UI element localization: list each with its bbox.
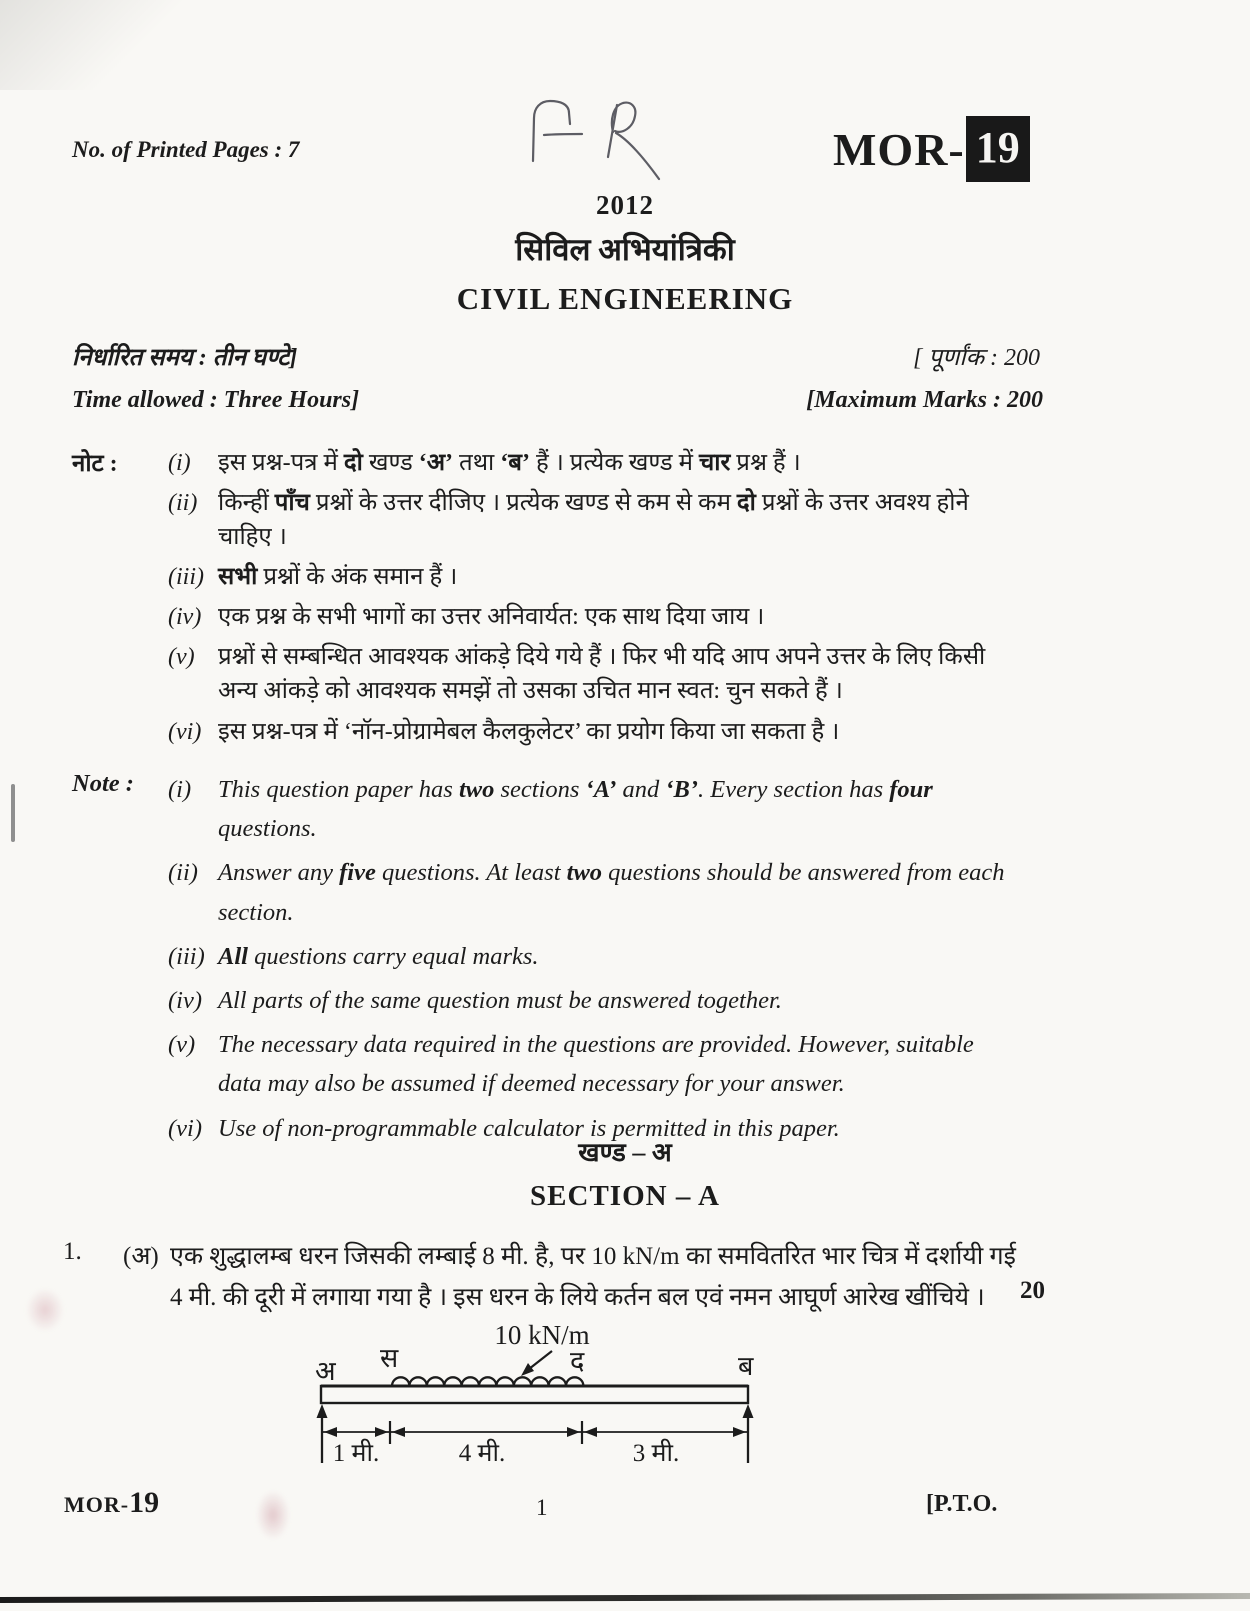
beam-diagram xyxy=(300,1280,770,1530)
printed-pages-note: No. of Printed Pages : 7 xyxy=(72,137,300,162)
max-marks-english: [Maximum Marks : 200 xyxy=(806,387,1043,413)
note-number: (vi) xyxy=(168,718,202,745)
dim-arrowhead xyxy=(567,1427,580,1437)
question-text: एक शुद्धालम्ब धरन जिसकी लम्बाई 8 मी. है, पर 10 kN/m का समवितरित भार चित्र में दर्शायी गई 4 मी. की दूरी में लगाया गया है । इस धरन के लिये कर्तन बल एवं नमन आघूर्ण आरेख खींचिये । xyxy=(170,1243,1016,1312)
footer-paper-code xyxy=(64,1486,159,1520)
english-note-item xyxy=(168,981,1017,1020)
dimension-label-1: 1 मी. xyxy=(332,1440,380,1467)
hindi-note-item xyxy=(168,640,1017,708)
hindi-note-item xyxy=(168,600,1017,634)
note-text: किन्हीं पाँच प्रश्नों के उत्तर दीजिए । प्रत्येक खण्ड से कम से कम दो प्रश्नों के उत्तर अवश्य होने चाहिए । xyxy=(218,490,969,551)
signature-stroke xyxy=(533,101,582,161)
udl-pointer-line xyxy=(529,1351,552,1369)
time-allowed-english: Time allowed : Three Hours] xyxy=(72,387,360,413)
dim-arrowhead xyxy=(584,1427,597,1437)
english-note-item xyxy=(168,937,1017,976)
note-text: इस प्रश्न-पत्र में ‘नॉन-प्रोग्रामेबल कैलकुलेटर’ का प्रयोग किया जा सकता है । xyxy=(218,718,840,745)
note-number: (v) xyxy=(168,644,195,671)
question-number: 1. xyxy=(63,1238,82,1265)
english-note-item xyxy=(168,853,1017,931)
subject-title-hindi: सिविल अभियांत्रिकी xyxy=(515,232,735,267)
signature-stroke xyxy=(608,103,659,179)
page-number: 1 xyxy=(536,1495,548,1520)
note-number: (iv) xyxy=(168,604,202,631)
beam-label-load-end: द xyxy=(570,1346,585,1376)
right-support-arrowhead xyxy=(743,1404,754,1418)
note-number: (ii) xyxy=(168,490,198,517)
handwritten-signature xyxy=(480,75,700,205)
paper-code xyxy=(833,116,1030,182)
hindi-note-item xyxy=(168,446,1017,480)
note-number: (i) xyxy=(168,776,192,803)
scan-margin-mark xyxy=(11,784,15,842)
section-heading-hindi: खण्ड – अ xyxy=(578,1138,672,1167)
dim-arrowhead xyxy=(375,1427,388,1437)
dim-arrowhead xyxy=(324,1427,337,1437)
scan-bottom-edge xyxy=(0,1593,1250,1603)
notes-hindi xyxy=(72,446,1017,755)
english-note-item xyxy=(168,770,1017,848)
note-text: सभी प्रश्नों के अंक समान हैं । xyxy=(218,564,458,591)
notes-english-items xyxy=(168,770,1017,1153)
dimension-label-2: 4 मी. xyxy=(458,1440,506,1467)
footer-code-number: 19 xyxy=(129,1486,160,1519)
note-number: (v) xyxy=(168,1031,196,1059)
pto-label: [P.T.O. xyxy=(926,1491,998,1517)
paper-code-prefix: MOR- xyxy=(833,123,965,175)
scan-smudge xyxy=(256,1490,290,1540)
subject-title-english: CIVIL ENGINEERING xyxy=(456,281,794,316)
left-support-arrowhead xyxy=(317,1404,328,1418)
note-text: All parts of the same question must be answered together. xyxy=(218,986,782,1014)
exam-year: 2012 xyxy=(596,190,654,220)
beam-label-load-start: स xyxy=(380,1343,399,1373)
note-number: (iv) xyxy=(168,986,202,1014)
max-marks-hindi: [ पूर्णांक : 200 xyxy=(913,345,1040,371)
note-number: (iii) xyxy=(168,942,205,970)
time-allowed-hindi: निर्धारित समय : तीन घण्टे] xyxy=(72,345,298,371)
note-text: All questions carry equal marks. xyxy=(218,942,539,970)
note-text: This question paper has two sections ‘A’ and ‘B’. Every section has four questions. xyxy=(218,776,933,843)
note-text: Use of non-programmable calculator is permitted in this paper. xyxy=(218,1114,840,1142)
hindi-note-item xyxy=(168,560,1017,594)
note-text: Answer any five questions. At least two questions should be answered from each section. xyxy=(218,859,1005,926)
scan-corner-shading xyxy=(0,0,220,90)
note-text: प्रश्नों से सम्बन्धित आवश्यक आंकड़े दिये गये हैं । फिर भी यदि आप अपने उत्तर के लिए किसी अन्य आंकड़े को आवश्यक समझें तो उसका उचित मान स्वत: चुन सकते हैं । xyxy=(218,644,986,705)
dim-arrowhead xyxy=(392,1427,405,1437)
notes-hindi-label: नोट : xyxy=(72,451,118,477)
note-number: (iii) xyxy=(168,564,204,591)
question-marks: 20 xyxy=(1020,1277,1045,1304)
section-heading-english: SECTION – A xyxy=(530,1180,720,1212)
english-note-item xyxy=(168,1025,1017,1103)
note-number: (vi) xyxy=(168,1114,202,1142)
note-text: इस प्रश्न-पत्र में दो खण्ड ‘अ’ तथा ‘ब’ हैं । प्रत्येक खण्ड में चार प्रश्न हैं । xyxy=(218,450,801,476)
udl-load-label: 10 kN/m xyxy=(494,1320,590,1350)
note-text: एक प्रश्न के सभी भागों का उत्तर अनिवार्यत: एक साथ दिया जाय । xyxy=(218,604,765,631)
dimension-label-3: 3 मी. xyxy=(632,1440,680,1467)
notes-english xyxy=(72,770,1017,1153)
footer-code-prefix: MOR- xyxy=(64,1492,130,1517)
beam-label-right-end: ब xyxy=(738,1351,754,1381)
dim-arrowhead xyxy=(733,1427,746,1437)
paper-code-number-box: 19 xyxy=(966,116,1030,182)
beam-body xyxy=(321,1386,748,1403)
note-number: (ii) xyxy=(168,859,198,887)
notes-english-label: Note : xyxy=(72,770,134,797)
note-text: The necessary data required in the questions are provided. However, suitable data may also be assumed if deemed necessary for your answer. xyxy=(218,1031,974,1098)
scan-smudge xyxy=(26,1288,64,1332)
note-number: (i) xyxy=(168,450,191,476)
notes-hindi-items xyxy=(168,446,1017,755)
hindi-note-item xyxy=(168,715,1017,749)
beam-label-left-end: अ xyxy=(315,1356,336,1386)
udl-pointer-arrowhead xyxy=(521,1363,534,1376)
question-part-label: (अ) xyxy=(123,1243,159,1270)
hindi-note-item xyxy=(168,486,1017,554)
